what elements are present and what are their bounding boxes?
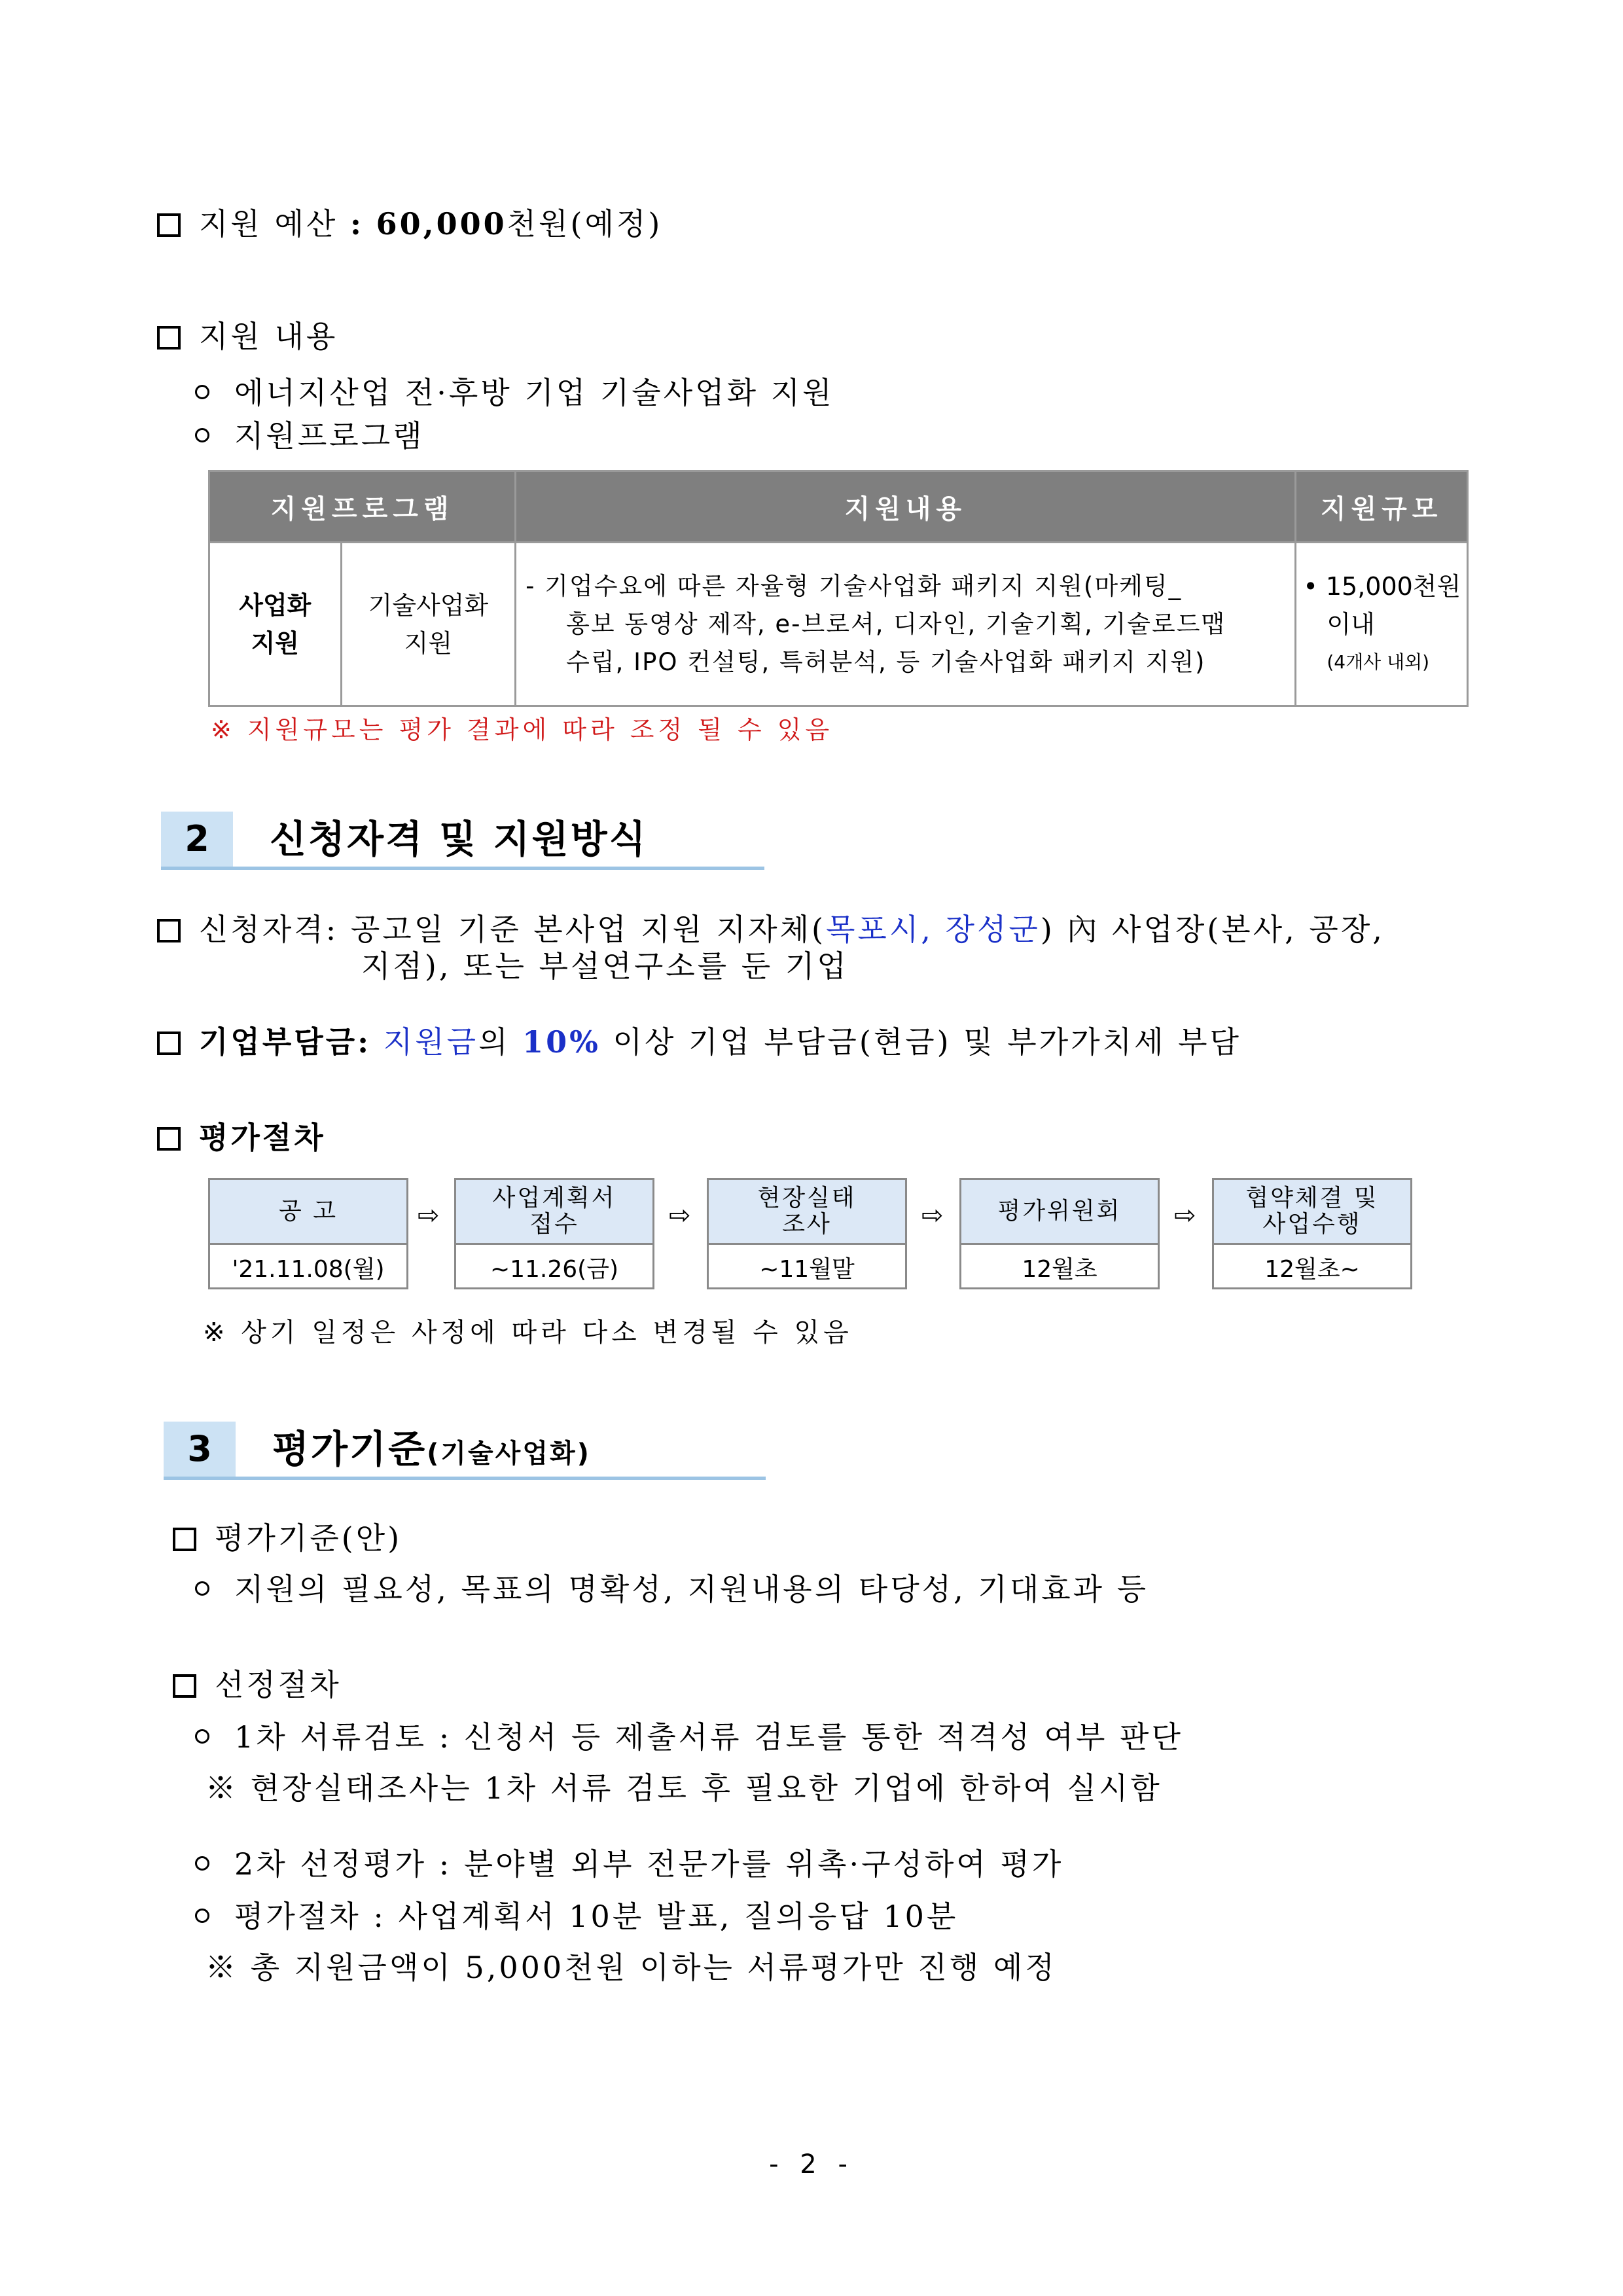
cell-line: 홍보 동영상 제작, e-브로셔, 디자인, 기술기획, 기술로드맵 (566, 609, 1226, 638)
cell-program (341, 543, 516, 706)
eligibility-highlight: 목포시, 장성군 (825, 912, 1041, 947)
cell-detail (516, 543, 1296, 706)
circle-bullet-icon (195, 385, 209, 399)
budget-line (157, 204, 662, 243)
cell-line: • 15,000천원 (1303, 571, 1461, 601)
page-number: - 2 - (769, 2149, 854, 2179)
cell-line: (4개사 내외) (1327, 651, 1430, 673)
burden-percent: 10% (522, 1024, 601, 1060)
section-title-main: 평가기준 (272, 1427, 427, 1471)
flow-step-title: 협약체결 및 사업수행 (1214, 1180, 1410, 1245)
cell-scale (1296, 543, 1468, 706)
cell-category (209, 543, 342, 706)
burden-text: 의 (478, 1024, 510, 1060)
budget-label: 지원 예산 (199, 206, 338, 242)
flow-step (959, 1178, 1160, 1289)
header-program: 지원프로그램 (209, 471, 516, 543)
flow-step-date: 12월초~ (1264, 1255, 1360, 1283)
section-number: 3 (164, 1422, 236, 1477)
flow-step-date: ~11.26(금) (490, 1255, 619, 1283)
flow-step (1212, 1178, 1412, 1289)
section-underline (164, 1477, 766, 1480)
circle-bullet-icon (195, 1581, 209, 1596)
budget-sep: : (350, 206, 364, 242)
section-title: 신청자격 및 지원방식 (270, 817, 648, 861)
procedure-note: ※ 상기 일정은 사정에 따라 다소 변경될 수 있음 (203, 1318, 853, 1348)
flow-step (208, 1178, 408, 1289)
criteria-item (195, 1570, 1149, 1609)
checkbox-icon (157, 1031, 181, 1055)
selection-item (195, 1717, 1183, 1757)
content-item (195, 373, 834, 412)
checkbox-icon (157, 213, 181, 237)
burden-label: 기업부담금: (199, 1024, 372, 1060)
burden-highlight: 지원금 (383, 1024, 479, 1060)
checkbox-icon (157, 919, 181, 942)
cell-line: 기술사업화 (368, 590, 489, 620)
eligibility-line2: 지점), 또는 부설연구소를 둔 기업 (361, 948, 849, 984)
circle-bullet-icon (195, 1856, 209, 1871)
right-arrow-icon: ⇨ (669, 1200, 691, 1230)
budget-unit: 천원(예정) (507, 206, 663, 242)
program-table (208, 470, 1469, 707)
table-note: ※ 지원규모는 평가 결과에 따라 조정 될 수 있음 (211, 715, 834, 744)
content-heading-line (157, 317, 338, 356)
burden-line (157, 1022, 1241, 1062)
cell-line: 사업화 (239, 590, 312, 620)
flow-step-title: 현장실태 조사 (709, 1180, 905, 1245)
selection-item-text: 1차 서류검토 : 신청서 등 제출서류 검토를 통한 적격성 여부 판단 (234, 1719, 1183, 1755)
header-content: 지원내용 (516, 471, 1296, 543)
selection-heading: 선정절차 (215, 1667, 342, 1702)
flow-step (707, 1178, 907, 1289)
content-item-text: 지원프로그램 (234, 418, 425, 454)
cell-line: - 기업수요에 따른 자율형 기술사업화 패키지 지원(마케팅_ (526, 571, 1183, 600)
flow-step-date: '21.11.08(월) (232, 1255, 385, 1283)
section-title-sub: (기술사업화) (427, 1439, 591, 1469)
eligibility-text: ) 內 사업장(본사, 공장, (1040, 912, 1385, 947)
cell-line: 이내 (1327, 609, 1375, 639)
cell-line: 지원 (251, 628, 299, 658)
burden-text: 이상 기업 부담금(현금) 및 부가가치세 부담 (613, 1024, 1241, 1060)
procedure-heading: 평가절차 (199, 1120, 326, 1155)
header-scale: 지원규모 (1296, 471, 1468, 543)
checkbox-icon (157, 1127, 181, 1151)
flow-step-date: ~11월말 (759, 1255, 855, 1283)
right-arrow-icon: ⇨ (1174, 1200, 1196, 1230)
checkbox-icon (157, 326, 181, 350)
cell-line: 수립, IPO 컨설팅, 특허분석, 등 기술사업화 패키지 지원) (566, 647, 1206, 676)
flow-step-date: 12월초 (1022, 1255, 1097, 1283)
checkbox-icon (173, 1528, 196, 1551)
budget-amount: 60,000 (376, 206, 507, 242)
section-underline (161, 867, 764, 870)
table-row (209, 543, 1468, 706)
circle-bullet-icon (195, 1909, 209, 1923)
selection-item (195, 1897, 958, 1936)
procedure-heading-line (157, 1118, 326, 1157)
criteria-item-text: 지원의 필요성, 목표의 명확성, 지원내용의 타당성, 기대효과 등 (234, 1571, 1149, 1607)
selection-note: ※ 총 지원금액이 5,000천원 이하는 서류평가만 진행 예정 (205, 1950, 1057, 1985)
table-header-row (209, 471, 1468, 543)
eligibility-line (157, 910, 1385, 949)
selection-item-text: 2차 선정평가 : 분야별 외부 전문가를 위촉·구성하여 평가 (234, 1846, 1064, 1882)
section-number: 2 (161, 812, 233, 867)
right-arrow-icon: ⇨ (418, 1200, 440, 1230)
criteria-heading-line (173, 1518, 402, 1558)
circle-bullet-icon (195, 1729, 209, 1744)
selection-heading-line (173, 1665, 342, 1704)
flow-step-title: 평가위원회 (961, 1180, 1158, 1245)
content-heading: 지원 내용 (199, 319, 338, 354)
content-item (195, 416, 425, 456)
checkbox-icon (173, 1674, 196, 1698)
cell-line: 지원 (404, 628, 453, 658)
flow-step-title: 공 고 (210, 1180, 406, 1245)
selection-item (195, 1844, 1063, 1884)
selection-note: ※ 현장실태조사는 1차 서류 검토 후 필요한 기업에 한하여 실시함 (205, 1770, 1162, 1806)
right-arrow-icon: ⇨ (921, 1200, 944, 1230)
content-item-text: 에너지산업 전·후방 기업 기술사업화 지원 (234, 375, 834, 410)
eligibility-text: 공고일 기준 본사업 지원 지자체( (350, 912, 826, 947)
criteria-heading: 평가기준(안) (215, 1520, 402, 1556)
flow-step (454, 1178, 654, 1289)
eligibility-label: 신청자격: (199, 912, 339, 947)
selection-item-text: 평가절차 : 사업계획서 10분 발표, 질의응답 10분 (234, 1899, 959, 1934)
section-title (272, 1422, 591, 1481)
flow-step-title: 사업계획서 접수 (456, 1180, 652, 1245)
circle-bullet-icon (195, 428, 209, 442)
